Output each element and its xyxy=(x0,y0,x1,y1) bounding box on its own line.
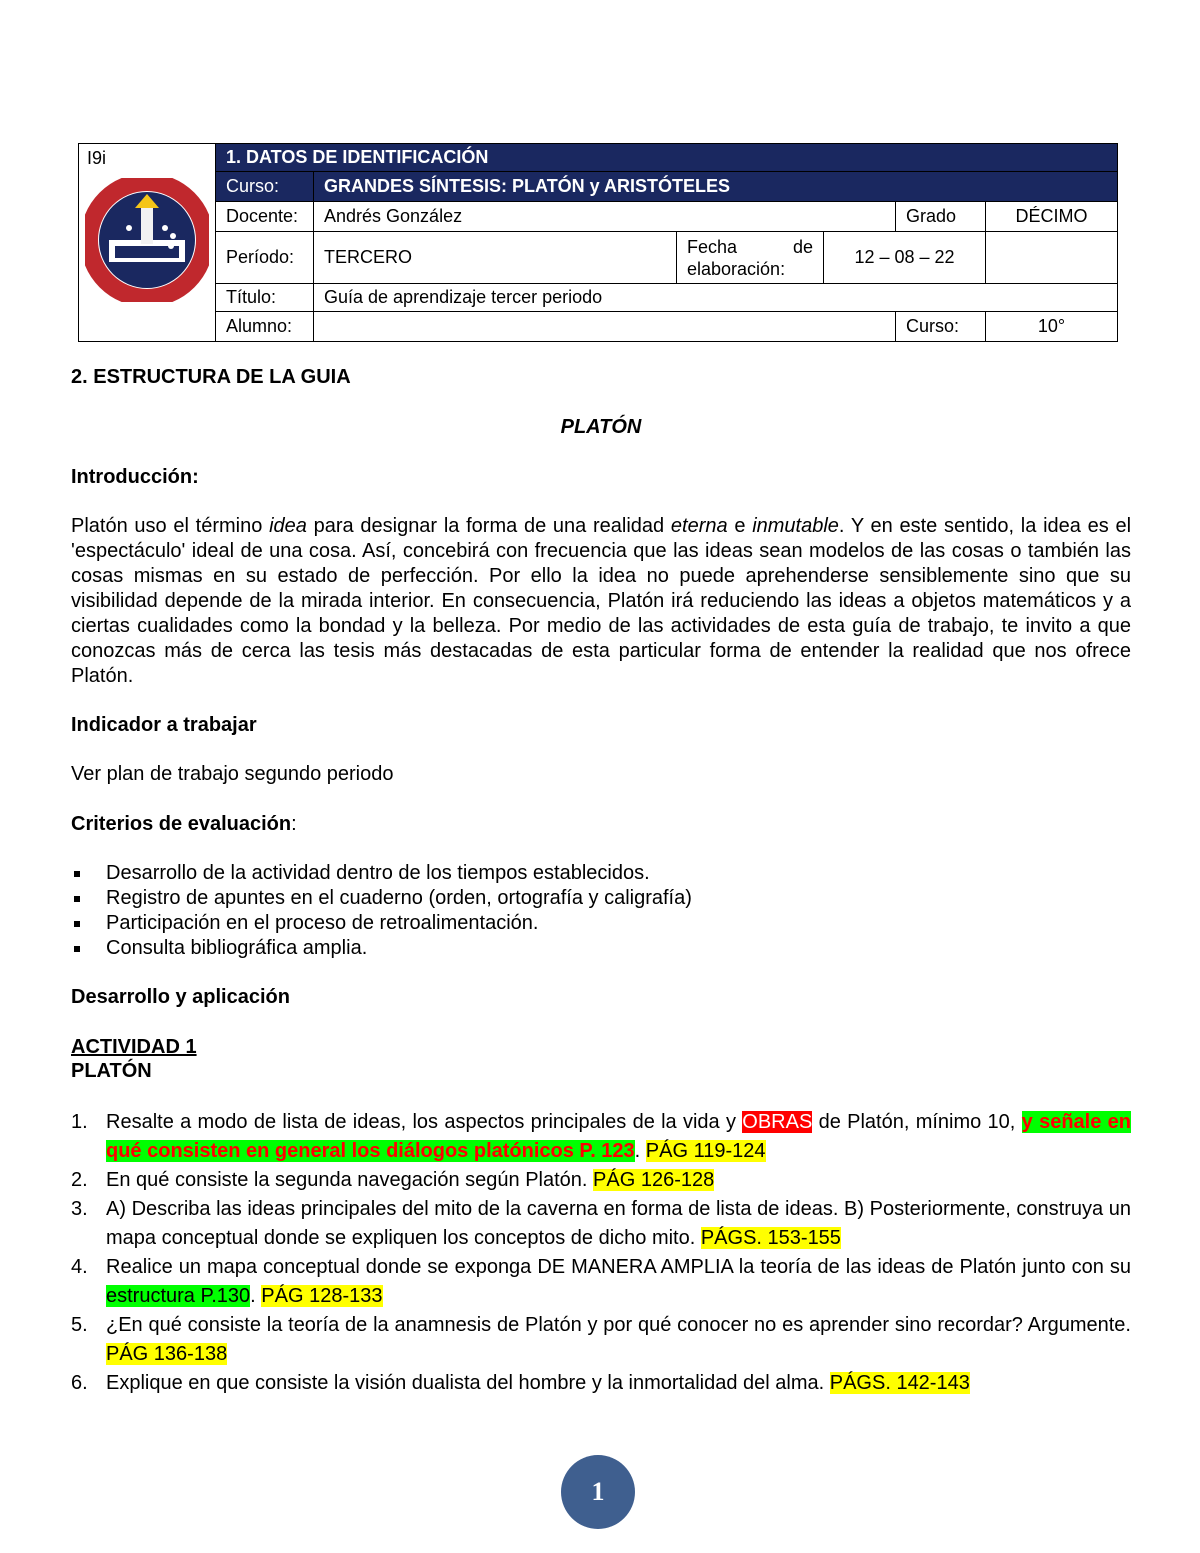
page-ref: PÁG 128-133 xyxy=(261,1285,383,1307)
periodo-label: Período: xyxy=(216,232,314,284)
list-item: Desarrollo de la actividad dentro de los tiempos establecidos. xyxy=(71,861,1131,886)
grado-value: DÉCIMO xyxy=(986,202,1118,232)
docente-value: Andrés González xyxy=(314,202,896,232)
section-title: 1. DATOS DE IDENTIFICACIÓN xyxy=(216,144,1118,172)
activity-item-6: 6. Explique en que consiste la visión dualista del hombre y la inmortalidad del alma. PÁGS. 142-143 xyxy=(71,1372,970,1394)
structure-heading: 2. ESTRUCTURA DE LA GUIA xyxy=(71,366,351,388)
development-heading: Desarrollo y aplicación xyxy=(71,986,290,1008)
indicator-heading: Indicador a trabajar xyxy=(71,714,257,736)
activity-list xyxy=(71,1108,1131,1398)
platon-subtitle: PLATÓN xyxy=(560,416,642,438)
periodo-value: TERCERO xyxy=(314,232,677,284)
alumno-label: Alumno: xyxy=(216,312,314,342)
page-ref: PÁGS. 142-143 xyxy=(829,1372,970,1394)
activity-item-5: 5. ¿En qué consiste la teoría de la anamnesis de Platón y por qué conocer no es aprender sino recordar? Argumente. PÁG 136-138 xyxy=(71,1314,1131,1365)
list-item: Participación en el proceso de retroalimentación. xyxy=(71,911,1131,936)
indicator-text: Ver plan de trabajo segundo periodo xyxy=(71,763,394,785)
alumno-value[interactable] xyxy=(314,312,896,342)
page-ref: PÁG 126-128 xyxy=(593,1169,715,1191)
criteria-list xyxy=(71,861,1131,961)
estructura-highlight: estructura P.130 xyxy=(106,1285,251,1307)
activity-title: ACTIVIDAD 1 xyxy=(71,1036,197,1058)
activity-item-1: 1. Resalte a modo de lista de ideas, los aspectos principales de la vida y OBRAS de Platón, mínimo 10, y señale en qué consisten en general los diálogos platónicos P. 123. PÁG 119-124 xyxy=(71,1111,1131,1162)
intro-heading: Introducción: xyxy=(71,466,199,488)
school-seal-icon xyxy=(85,178,209,302)
activity-subtitle: PLATÓN xyxy=(71,1060,152,1082)
document-code: I9i xyxy=(87,148,107,168)
list-item: Registro de apuntes en el cuaderno (orden, ortografía y caligrafía) xyxy=(71,886,1131,911)
page-ref: PÁG 136-138 xyxy=(106,1343,228,1365)
fecha-label: Fecha de elaboración: xyxy=(677,232,824,284)
activity-item-3: 3. A) Describa las ideas principales del mito de la caverna en forma de lista de ideas. B) Posteriormente, construya un mapa conceptual donde se expliquen los conceptos de dicho mito. PÁGS. 153-155 xyxy=(71,1198,1131,1249)
page-ref: PÁGS. 153-155 xyxy=(700,1227,841,1249)
titulo-label: Título: xyxy=(216,284,314,312)
grado-label: Grado xyxy=(896,202,986,232)
fecha-value: 12 – 08 – 22 xyxy=(824,232,986,284)
identification-table xyxy=(78,143,1117,342)
fecha-extra xyxy=(986,232,1118,284)
intro-paragraph: Platón uso el término idea para designar la forma de una realidad eterna e inmutable. Y en este sentido, la idea es el 'espectáculo' ideal de una cosa. Así, concebirá con frecuencia que las ideas sean modelos de las cosas o también las cosas mismas en su estado de perfección. Por ello la idea no puede aprehenderse sensiblemente sino que su visibilidad depende de la mirada interior. En consecuencia, Platón irá reduciendo las ideas a objetos matemáticos y a ciertas cualidades como la bondad y la belleza. Por medio de las actividades de esta guía de trabajo, te invito a que conozcas más de cerca las tesis más destacadas de esta particular forma de entender la realidad que nos ofrece Platón. xyxy=(71,515,1132,687)
curso2-value: 10° xyxy=(986,312,1118,342)
criteria-heading: Criterios de evaluación: xyxy=(71,813,297,835)
logo-cell xyxy=(79,144,216,342)
docente-label: Docente: xyxy=(216,202,314,232)
curso-value: GRANDES SÍNTESIS: PLATÓN y ARISTÓTELES xyxy=(314,172,1118,202)
curso-label: Curso: xyxy=(216,172,314,202)
curso2-label: Curso: xyxy=(896,312,986,342)
titulo-value: Guía de aprendizaje tercer periodo xyxy=(314,284,1118,312)
page-number-badge: 1 xyxy=(561,1455,635,1529)
obras-highlight: OBRAS xyxy=(742,1111,813,1133)
list-item: Consulta bibliográfica amplia. xyxy=(71,936,1131,961)
activity-item-2: 2. En qué consiste la segunda navegación según Platón. PÁG 126-128 xyxy=(71,1169,715,1191)
activity-item-4: 4. Realice un mapa conceptual donde se exponga DE MANERA AMPLIA la teoría de las ideas de Platón junto con su estructura P.130. PÁG 128-133 xyxy=(71,1256,1131,1307)
page-ref: PÁG 119-124 xyxy=(645,1140,766,1162)
dialogos-highlight: y señale en qué consisten en general los diálogos platónicos P. 123 xyxy=(106,1111,1131,1162)
